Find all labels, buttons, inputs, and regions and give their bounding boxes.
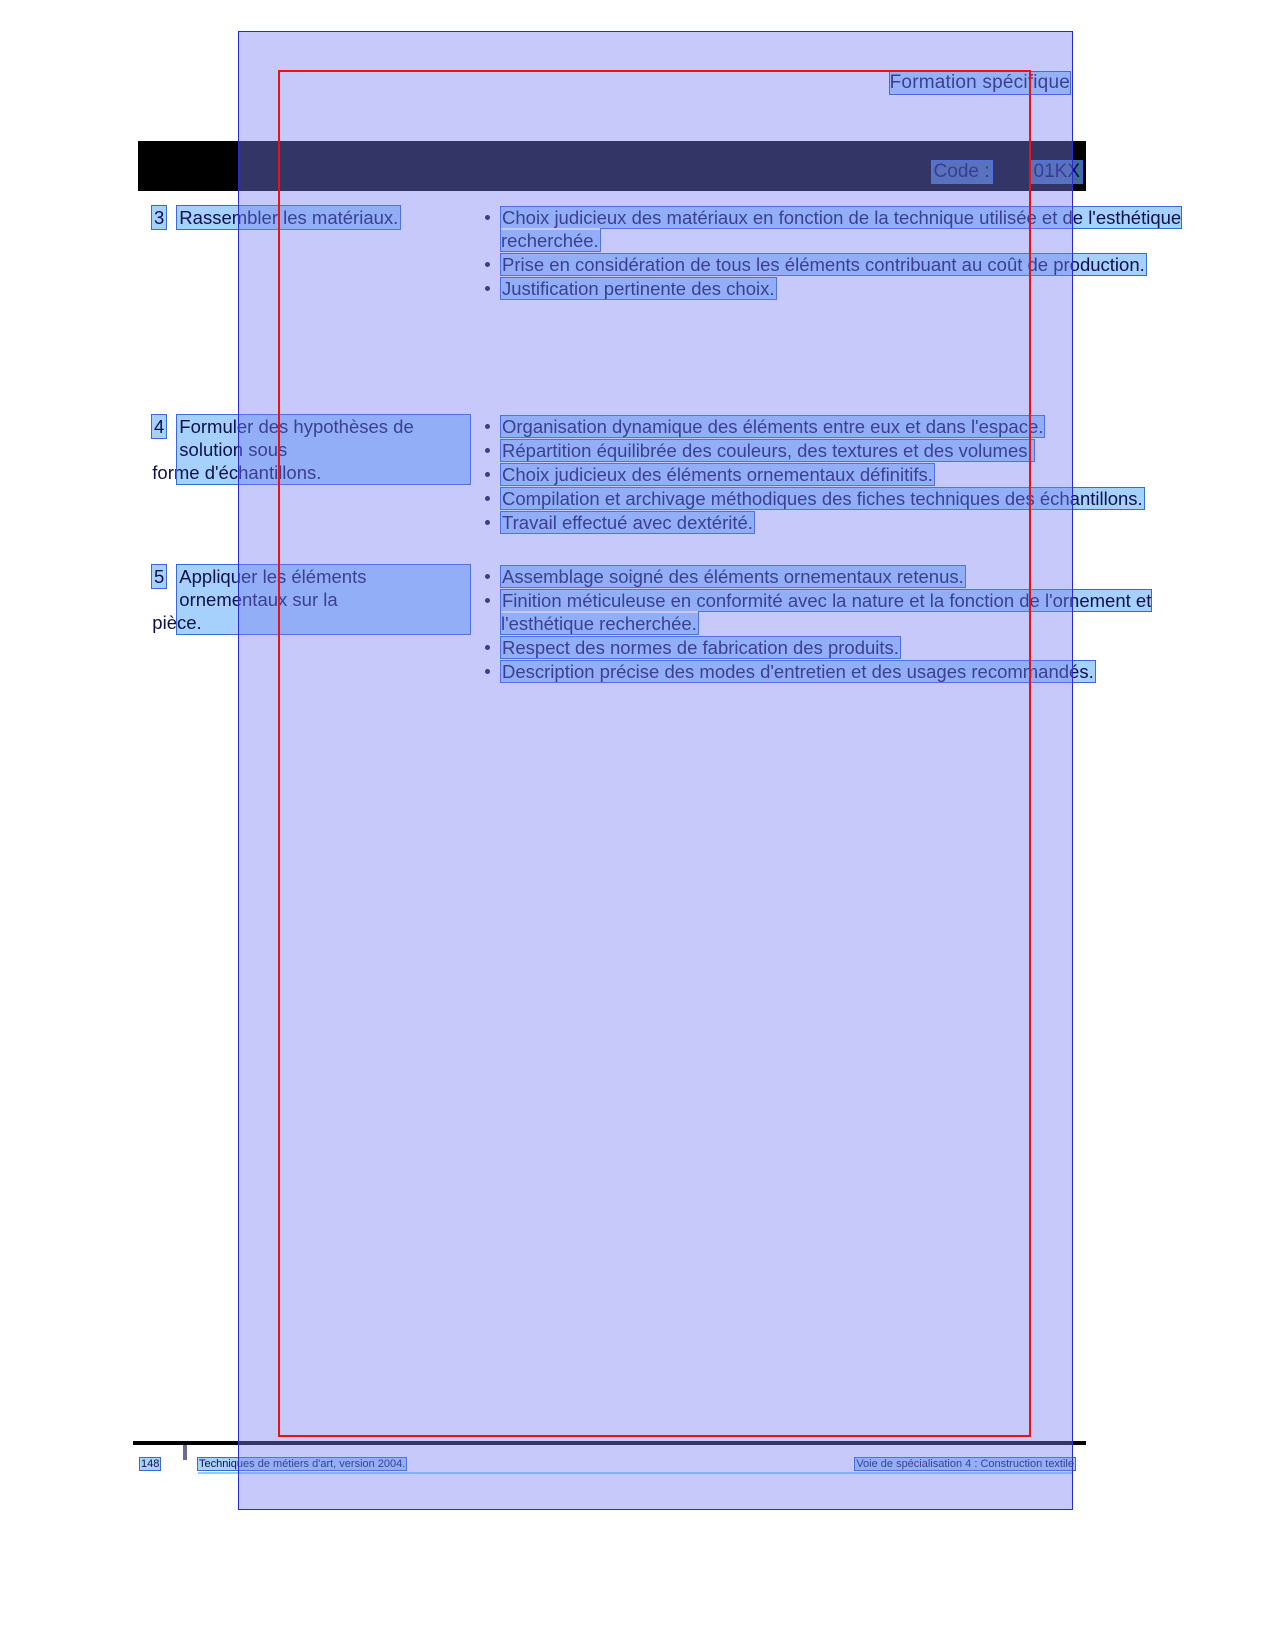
competency-title-line2: forme d'échantillons. <box>152 462 322 483</box>
list-item: Assemblage soigné des éléments ornementaux retenus. <box>475 565 1243 588</box>
page-number: 148 <box>141 1458 160 1470</box>
competency-number: 5 <box>154 566 165 587</box>
list-item: Travail effectué avec dextérité. <box>475 511 1243 534</box>
list-item: Justification pertinente des choix. <box>475 277 1243 300</box>
competency-title-cell <box>0 415 470 535</box>
criteria-list <box>475 565 1243 683</box>
list-item: Répartition équilibrée des couleurs, des textures et des volumes. <box>475 439 1243 462</box>
list-item: Finition méticuleuse en conformité avec la nature et la fonction de l'ornement et l'esthétique recherchée. <box>475 589 1243 635</box>
criteria-cell <box>470 565 1275 684</box>
competency-row <box>0 565 1275 684</box>
competency-row <box>0 415 1275 535</box>
competency-title <box>152 565 470 634</box>
list-item: Prise en considération de tous les éléments contribuant au coût de production. <box>475 253 1243 276</box>
competency-list <box>0 206 1275 710</box>
code-label: Code : <box>933 161 990 182</box>
criteria-cell <box>470 415 1275 535</box>
running-head: Formation spécifique <box>889 72 1070 93</box>
competency-number: 3 <box>154 207 165 228</box>
list-item: Choix judicieux des matériaux en fonction de la technique utilisée et de l'esthétique recherchée. <box>475 206 1243 252</box>
competency-row <box>0 206 1275 301</box>
list-item: Compilation et archivage méthodiques des fiches techniques des échantillons. <box>475 487 1243 510</box>
competency-title-line1: Formuler des hypothèses de solution sous <box>179 416 414 460</box>
competency-number: 4 <box>154 416 165 437</box>
footer <box>0 1458 1275 1474</box>
competency-title: Rassembler les matériaux. <box>179 207 399 228</box>
list-item: Description précise des modes d'entretien et des usages recommandés. <box>475 660 1243 683</box>
competency-title-line2: pièce. <box>152 612 202 633</box>
competency-title-cell <box>0 206 470 301</box>
footer-left-text: Techniques de métiers d'art, version 2004. <box>199 1458 406 1470</box>
code-value: 01KX <box>1033 161 1080 182</box>
competency-title-line1: Appliquer les éléments ornementaux sur la <box>179 566 367 610</box>
footer-underline <box>198 1472 1073 1474</box>
list-item: Respect des normes de fabrication des produits. <box>475 636 1243 659</box>
footer-right-text: Voie de spécialisation 4 : Construction textile <box>856 1458 1074 1470</box>
list-item: Organisation dynamique des éléments entre eux et dans l'espace. <box>475 415 1243 438</box>
criteria-cell <box>470 206 1275 301</box>
competency-title-cell <box>0 565 470 684</box>
list-item: Choix judicieux des éléments ornementaux définitifs. <box>475 463 1243 486</box>
competency-title <box>152 415 470 484</box>
criteria-list <box>475 206 1243 300</box>
criteria-list <box>475 415 1243 534</box>
code-block <box>932 161 1082 183</box>
footer-rule <box>133 1441 1086 1445</box>
